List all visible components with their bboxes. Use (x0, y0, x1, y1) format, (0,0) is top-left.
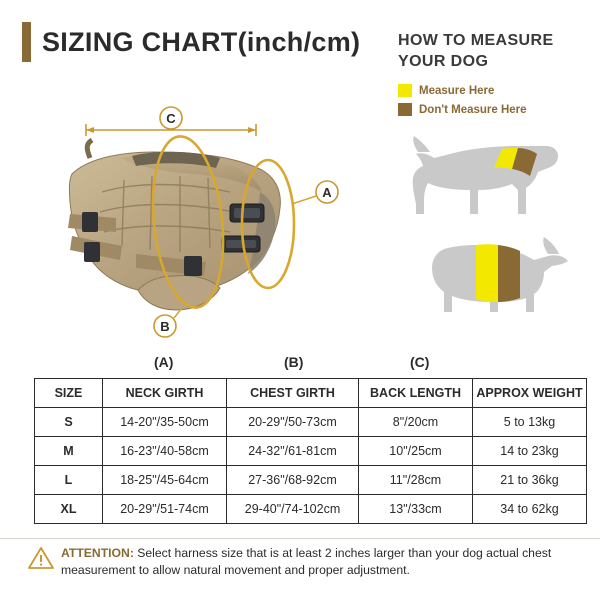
cell-chest-girth: 29-40"/74-102cm (227, 495, 359, 524)
legend-item-dont-measure-here (398, 103, 588, 116)
cell-back-length: 13"/33cm (359, 495, 473, 524)
warning-triangle-icon (28, 546, 54, 570)
cell-size: L (35, 466, 103, 495)
brown-swatch-icon (398, 103, 412, 116)
footer-divider (0, 538, 600, 539)
page-title (22, 22, 360, 62)
cell-size: M (35, 437, 103, 466)
dog-side-svg (398, 128, 590, 220)
col-header-back-length: BACK LENGTH (359, 379, 473, 408)
cell-back-length: 8"/20cm (359, 408, 473, 437)
legend-item-measure-here (398, 84, 588, 97)
sizing-table (34, 378, 587, 524)
harness-photo (68, 140, 280, 310)
attention-note (28, 545, 576, 579)
title-accent-bar (22, 22, 31, 62)
table-row (35, 408, 587, 437)
col-header-size: SIZE (35, 379, 103, 408)
how-to-measure-section (398, 30, 588, 122)
cell-approx-weight: 14 to 23kg (473, 437, 587, 466)
cell-chest-girth: 27-36"/68-92cm (227, 466, 359, 495)
column-letter-c: (C) (410, 354, 430, 370)
attention-label: ATTENTION: (61, 546, 134, 560)
cell-approx-weight: 5 to 13kg (473, 408, 587, 437)
attention-text (61, 545, 576, 579)
dog-illustrations (398, 128, 590, 318)
col-header-chest-girth: CHEST GIRTH (227, 379, 359, 408)
col-header-approx-weight: APPROX WEIGHT (473, 379, 587, 408)
cell-chest-girth: 24-32"/61-81cm (227, 437, 359, 466)
table-row (35, 437, 587, 466)
cell-back-length: 10"/25cm (359, 437, 473, 466)
title-text: SIZING CHART(inch/cm) (42, 26, 361, 57)
dog-silhouette-side (398, 128, 590, 220)
callout-c-bracket (86, 107, 256, 136)
cell-size: XL (35, 495, 103, 524)
legend (398, 84, 588, 116)
how-to-measure-title: HOW TO MEASURE YOUR DOG (398, 32, 554, 70)
cell-approx-weight: 21 to 36kg (473, 466, 587, 495)
column-letter-a: (A) (154, 354, 174, 370)
table-row (35, 466, 587, 495)
harness-diagram-svg (24, 96, 374, 346)
cell-neck-girth: 16-23"/40-58cm (103, 437, 227, 466)
cell-size: S (35, 408, 103, 437)
column-letters (34, 354, 566, 376)
cell-chest-girth: 20-29"/50-73cm (227, 408, 359, 437)
cell-neck-girth: 18-25"/45-64cm (103, 466, 227, 495)
svg-text:A: A (322, 185, 332, 200)
cell-back-length: 11"/28cm (359, 466, 473, 495)
column-letter-b: (B) (284, 354, 304, 370)
legend-label-measure-here: Measure Here (419, 84, 495, 97)
cell-neck-girth: 20-29"/51-74cm (103, 495, 227, 524)
col-header-neck-girth: NECK GIRTH (103, 379, 227, 408)
table-header-row (35, 379, 587, 408)
yellow-swatch-icon (398, 84, 412, 97)
legend-label-dont-measure-here: Don't Measure Here (419, 103, 527, 116)
table-row (35, 495, 587, 524)
dog-front-svg (398, 228, 590, 320)
cell-approx-weight: 34 to 62kg (473, 495, 587, 524)
svg-text:C: C (166, 111, 176, 126)
harness-diagram (24, 96, 374, 346)
dog-silhouette-front (398, 228, 590, 320)
cell-neck-girth: 14-20"/35-50cm (103, 408, 227, 437)
attention-body: Select harness size that is at least 2 inches larger than your dog actual chest measurement to allow natural movement and proper adjustment. (61, 546, 552, 577)
svg-text:B: B (160, 319, 170, 334)
